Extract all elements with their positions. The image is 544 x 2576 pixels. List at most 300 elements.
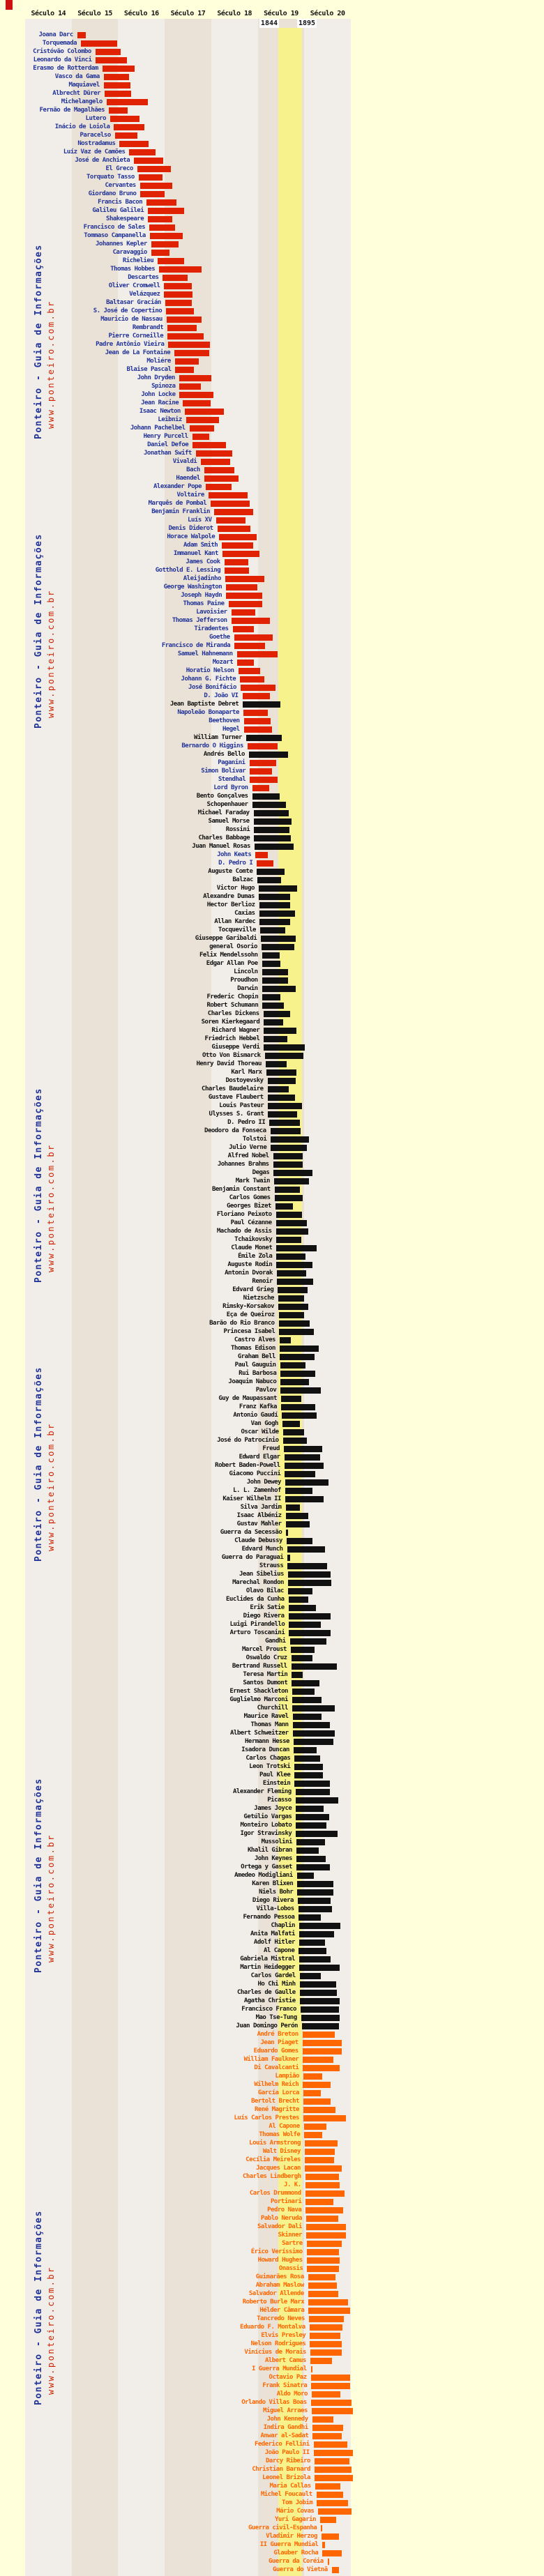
lifespan-bar [275, 1203, 293, 1210]
person-name: Pierre Corneille [108, 332, 164, 340]
person-name: Gandhi [265, 1637, 286, 1645]
person-name: Michel Foucault [260, 2490, 312, 2498]
lifespan-bar [299, 1948, 326, 1954]
lifespan-bar [283, 1438, 307, 1444]
lifespan-bar [175, 367, 193, 373]
lifespan-bar [312, 2391, 340, 2398]
lifespan-bar [179, 375, 211, 381]
person-name: Arturo Toscanini [229, 1629, 285, 1636]
lifespan-bar [290, 1638, 327, 1645]
lifespan-bar [285, 1471, 315, 1477]
person-name: Caxias [234, 909, 255, 917]
lifespan-bar [303, 2057, 333, 2063]
lifespan-bar [293, 1714, 322, 1720]
person-name: Friedrich Hebbel [204, 1035, 260, 1042]
person-name: Strauss [259, 1562, 284, 1569]
lifespan-bar [296, 1831, 337, 1837]
lifespan-bar [275, 1195, 303, 1201]
person-name: Émile Zola [238, 1252, 273, 1260]
lifespan-bar [185, 409, 224, 415]
person-name: Haendel [176, 474, 200, 482]
lifespan-bar [285, 1463, 324, 1469]
lifespan-bar [289, 1622, 321, 1628]
lifespan-bar [299, 1906, 332, 1912]
lifespan-bar [307, 2266, 339, 2272]
lifespan-bar [277, 1270, 306, 1276]
lifespan-bar [110, 116, 139, 122]
person-name: Alexander Fleming [233, 1788, 292, 1795]
lifespan-bar [314, 2441, 348, 2448]
person-name: Guerra do Paraguai [221, 1553, 284, 1561]
lifespan-bar [308, 2308, 350, 2314]
lifespan-bar [280, 1379, 309, 1385]
person-name: Vinícius de Morais [244, 2348, 306, 2356]
sidebar-url-vertical: www.ponteiro.com.br [46, 589, 56, 718]
person-name: Octavio Paz [269, 2373, 307, 2381]
lifespan-bar [303, 2065, 340, 2071]
lifespan-bar [276, 1245, 316, 1251]
sidebar-title-vertical: Ponteiro - Guia de Informações [33, 533, 44, 729]
lifespan-bar [252, 802, 286, 808]
lifespan-bar [192, 442, 225, 448]
person-name: Auguste Rodin [227, 1260, 273, 1268]
person-name: Galileu Galilei [92, 206, 144, 214]
person-name: Alexandre Dumas [203, 892, 255, 900]
lifespan-bar [151, 250, 169, 256]
lifespan-bar [296, 1864, 330, 1870]
person-name: Ho Chi Minh [257, 1980, 296, 1988]
lifespan-bar [167, 317, 202, 323]
lifespan-bar [299, 1939, 325, 1946]
person-name: Khalil Gibran [248, 1846, 292, 1854]
lifespan-bar [314, 2450, 354, 2456]
person-name: Villa-Lobos [256, 1905, 294, 1912]
lifespan-bar [273, 1153, 303, 1159]
person-name: James Cook [186, 558, 220, 565]
person-name: Denis Diderot [168, 524, 213, 532]
lifespan-bar [260, 927, 285, 933]
lifespan-bar [276, 1262, 312, 1268]
lifespan-bar [234, 634, 273, 641]
lifespan-bar [149, 224, 175, 231]
person-name: Jean de La Fontaine [105, 349, 171, 356]
lifespan-bar [296, 1789, 330, 1795]
person-name: Roberto Burle Marx [242, 2298, 305, 2306]
lifespan-bar [237, 651, 278, 657]
lifespan-bar [322, 2542, 325, 2548]
lifespan-bar [104, 82, 131, 89]
lifespan-bar [268, 1111, 297, 1118]
person-name: Frank Sinatra [262, 2381, 308, 2389]
lifespan-bar [209, 492, 248, 498]
lifespan-bar [163, 275, 188, 281]
lifespan-bar [287, 1546, 325, 1553]
lifespan-bar [286, 1504, 301, 1511]
lifespan-bar [279, 1329, 314, 1335]
person-name: John Dewey [246, 1478, 281, 1486]
lifespan-bar [273, 1170, 312, 1176]
lifespan-bar [243, 701, 280, 708]
person-name: Salvador Allende [248, 2289, 304, 2297]
lifespan-bar [315, 2458, 349, 2464]
person-name: Bertolt Brecht [251, 2097, 299, 2105]
person-name: Miguel Arraes [263, 2407, 308, 2414]
lifespan-bar [321, 2525, 322, 2531]
lifespan-bar [140, 183, 172, 189]
person-name: Gustave Flaubert [208, 1093, 264, 1101]
lifespan-bar [288, 1580, 331, 1586]
person-name: Rossini [225, 825, 250, 833]
person-name: Tommaso Campanella [84, 231, 146, 239]
lifespan-bar [254, 835, 291, 841]
lifespan-bar [276, 1228, 308, 1235]
person-name: Juan Manuel Rosas [192, 842, 250, 850]
person-name: Pavlov [255, 1386, 277, 1394]
person-name: Anwar al-Sadat [260, 2432, 309, 2439]
person-name: Fernão de Magalhães [39, 106, 105, 114]
lifespan-bar [297, 1889, 333, 1896]
person-name: Francisco Franco [241, 2005, 296, 2013]
person-name: Hegel [222, 725, 240, 733]
person-name: Gustav Mahler [236, 1520, 282, 1527]
person-name: Guglielmo Marconi [229, 1695, 288, 1703]
person-name: Lampião [275, 2072, 299, 2080]
person-name: Georges Bizet [226, 1202, 271, 1210]
person-name: Hermann Hesse [245, 1737, 289, 1745]
person-name: George Washington [163, 583, 222, 590]
lifespan-bar [96, 49, 121, 55]
lifespan-bar [318, 2508, 351, 2515]
person-name: Guerra da Secessão [220, 1528, 282, 1536]
person-name: Thomas Mann [250, 1721, 289, 1728]
lifespan-bar [303, 2082, 331, 2088]
lifespan-bar [276, 1253, 305, 1260]
lifespan-bar [328, 2559, 329, 2565]
lifespan-bar [192, 434, 209, 440]
lifespan-bar [322, 2550, 342, 2556]
lifespan-bar [232, 618, 270, 624]
lifespan-bar [241, 685, 275, 691]
person-name: Leonardo da Vinci [33, 56, 92, 63]
person-name: John Keynes [254, 1854, 292, 1862]
person-name: Francisco de Miranda [161, 641, 231, 649]
lifespan-bar [291, 1647, 315, 1653]
lifespan-bar [300, 1998, 340, 2004]
lifespan-bar [303, 2090, 321, 2096]
lifespan-bar [315, 2475, 353, 2481]
century-label: Século 16 [123, 10, 159, 17]
lifespan-bar [305, 2157, 334, 2163]
person-name: Claude Debussy [234, 1537, 282, 1544]
lifespan-bar [279, 1320, 310, 1327]
lifespan-bar [307, 2249, 340, 2255]
person-name: Henry David Thoreau [196, 1060, 262, 1067]
lifespan-bar [262, 969, 288, 975]
person-name: Goethe [209, 633, 230, 641]
lifespan-bar [280, 1354, 315, 1360]
lifespan-bar [281, 1404, 315, 1410]
person-name: Oswaldo Cruz [245, 1654, 287, 1661]
lifespan-bar [237, 660, 253, 666]
person-name: Shakespeare [106, 215, 144, 222]
person-name: Al Capone [269, 2122, 300, 2130]
lifespan-bar [140, 191, 165, 197]
person-name: Leonel Brizola [262, 2474, 310, 2481]
band-start-year-label: 1844 [260, 20, 278, 27]
lifespan-bar [301, 2015, 340, 2021]
person-name: Thomas Jefferson [172, 616, 227, 624]
person-name: Graham Bell [237, 1352, 275, 1360]
lifespan-bar [167, 333, 204, 340]
lifespan-bar [129, 149, 155, 155]
person-name: Barão do Rio Branco [209, 1319, 275, 1327]
person-name: Benjamin Franklin [151, 508, 210, 515]
lifespan-bar [262, 986, 296, 992]
lifespan-bar [293, 1730, 335, 1737]
person-name: Torquato Tasso [86, 173, 135, 181]
person-name: Aldo Moro [276, 2390, 308, 2398]
person-name: Picasso [267, 1796, 292, 1804]
lifespan-bar [268, 1086, 289, 1092]
person-name: Maurice Ravel [243, 1712, 289, 1720]
person-name: Einstein [262, 1779, 291, 1787]
person-name: Joseph Haydn [181, 591, 222, 599]
lifespan-bar [262, 961, 281, 967]
person-name: Tom Jobim [282, 2499, 313, 2506]
lifespan-bar [276, 1212, 302, 1218]
person-name: Marcel Proust [242, 1645, 287, 1653]
sidebar-url-vertical: www.ponteiro.com.br [46, 1143, 56, 1272]
lifespan-bar [232, 609, 255, 616]
lifespan-bar [211, 501, 249, 507]
lifespan-bar [119, 141, 149, 147]
lifespan-bar [262, 977, 288, 984]
sidebar-url-vertical: www.ponteiro.com.br [46, 300, 56, 429]
lifespan-bar [315, 2467, 352, 2473]
person-name: Federico Fellini [254, 2440, 310, 2448]
lifespan-bar [115, 132, 137, 139]
lifespan-bar [286, 1530, 288, 1536]
sidebar-title-vertical: Ponteiro - Guia de Informações [33, 1778, 44, 1973]
person-name: Robert Baden-Powell [215, 1461, 280, 1469]
century-label: Século 15 [77, 10, 112, 17]
lifespan-bar [261, 936, 296, 942]
lifespan-bar [81, 40, 117, 47]
person-name: Lincoln [234, 968, 258, 975]
lifespan-bar [266, 1061, 287, 1067]
lifespan-bar [146, 199, 176, 206]
century-label: Século 18 [217, 10, 252, 17]
lifespan-bar [278, 1287, 308, 1293]
century-label: Século 20 [310, 10, 345, 17]
person-name: Indira Gandhi [263, 2423, 308, 2431]
person-name: Auguste Comte [208, 867, 253, 875]
person-name: Degas [252, 1168, 270, 1176]
person-name: Tolstoi [242, 1135, 267, 1143]
lifespan-bar [148, 208, 184, 214]
lifespan-bar [275, 1187, 301, 1193]
lifespan-bar [190, 425, 214, 432]
lifespan-bar [281, 1396, 301, 1402]
lifespan-bar [299, 1923, 340, 1929]
lifespan-bar [303, 2073, 322, 2080]
person-name: Chaplin [271, 1921, 295, 1929]
person-name: Cervantes [105, 181, 136, 189]
century-label: Século 14 [31, 10, 66, 17]
person-name: Rimsky-Korsakov [222, 1302, 274, 1310]
person-name: Moliére [146, 357, 171, 365]
person-name: Deodoro da Fonseca [204, 1127, 266, 1134]
person-name: Joana Darc [38, 31, 73, 38]
person-name: Bernardo O Higgins [181, 742, 243, 749]
person-name: Christian Barnard [252, 2465, 310, 2473]
person-name: Fernando Pessoa [243, 1913, 295, 1921]
lifespan-bar [222, 542, 253, 549]
person-name: J. K. [284, 2181, 301, 2188]
person-name: Beethoven [209, 717, 240, 724]
person-name: Agatha Christie [243, 1997, 296, 2004]
person-name: Charles Dickens [207, 1009, 259, 1017]
person-name: Spinoza [151, 382, 176, 390]
person-name: Johann Pachelbel [130, 424, 186, 432]
sidebar-url-vertical: www.ponteiro.com.br [46, 2266, 56, 2395]
lifespan-bar [305, 2207, 343, 2213]
lifespan-bar [299, 1914, 320, 1921]
person-name: Karl Marx [231, 1068, 262, 1076]
lifespan-bar [139, 174, 163, 181]
lifespan-bar [239, 668, 260, 674]
person-name: Samuel Morse [208, 817, 250, 825]
person-name: Adam Smith [183, 541, 218, 549]
person-name: Felix Mendelssohn [199, 951, 258, 959]
lifespan-bar [289, 1630, 331, 1636]
person-name: Benjamin Constant [211, 1185, 271, 1193]
lifespan-bar [294, 1772, 323, 1778]
lifespan-bar [264, 1019, 283, 1026]
person-name: Walt Disney [262, 2147, 301, 2155]
ponteiro-logo-mark [6, 0, 13, 10]
lifespan-bar [279, 1312, 305, 1318]
person-name: Baltasar Gracián [106, 298, 161, 306]
person-name: Luíz Vaz de Camões [63, 148, 126, 155]
lifespan-bar [287, 1538, 312, 1544]
person-name: Sartre [282, 2239, 303, 2247]
person-name: Charles Babbage [198, 834, 250, 841]
lifespan-bar [305, 2190, 345, 2197]
person-name: Julio Verne [229, 1143, 267, 1151]
lifespan-bar [206, 484, 232, 490]
person-name: Proudhon [230, 976, 258, 984]
person-name: García Lorca [257, 2089, 299, 2096]
lifespan-bar [287, 1563, 327, 1569]
lifespan-bar [109, 107, 128, 114]
lifespan-bar [266, 1069, 296, 1076]
lifespan-bar [257, 869, 284, 875]
sidebar-title-vertical: Ponteiro - Guia de Informações [33, 1088, 44, 1283]
person-name: José de Anchieta [75, 156, 130, 164]
lifespan-bar [289, 1596, 309, 1603]
lifespan-bar [310, 2341, 341, 2347]
person-name: Maquiavel [68, 81, 100, 89]
person-name: Rui Barbosa [239, 1369, 277, 1377]
lifespan-bar [305, 2199, 333, 2205]
person-name: Thomas Paine [183, 600, 225, 607]
person-name: José Bonifácio [188, 683, 236, 691]
lifespan-bar [255, 852, 267, 858]
person-name: Tancredo Neves [257, 2315, 305, 2322]
person-name: Richelieu [122, 257, 154, 264]
person-name: Vasco da Gama [54, 73, 100, 80]
person-name: Bertrand Russell [232, 1662, 287, 1670]
lifespan-bar [294, 1781, 330, 1787]
person-name: Oscar Wilde [241, 1428, 279, 1435]
lifespan-bar [292, 1655, 312, 1661]
lifespan-bar [254, 827, 289, 833]
lifespan-bar [289, 1613, 331, 1619]
lifespan-bar [310, 2324, 342, 2331]
lifespan-bar [268, 1095, 295, 1101]
lifespan-bar [254, 810, 289, 816]
person-name: Claude Monet [231, 1244, 273, 1251]
lifespan-bar [303, 2032, 335, 2038]
lifespan-bar [264, 1036, 287, 1042]
person-name: Amedeo Modigliani [234, 1871, 293, 1879]
lifespan-bar [226, 584, 257, 590]
person-name: Nelson Rodrigues [250, 2340, 306, 2347]
person-name: Jean Baptiste Debret [169, 700, 239, 708]
lifespan-bar [317, 2500, 348, 2506]
lifespan-bar [296, 1847, 319, 1854]
lifespan-bar [294, 1755, 320, 1762]
lifespan-bar [276, 1237, 301, 1243]
person-name: Skinner [278, 2231, 302, 2239]
person-name: Edgar Allan Poe [206, 959, 258, 967]
person-name: Simon Bolívar [201, 767, 246, 775]
person-name: Floriano Peixoto [216, 1210, 272, 1218]
lifespan-bar [286, 1521, 310, 1527]
person-name: Alexander Pope [153, 482, 202, 490]
lifespan-bar [312, 2408, 353, 2414]
lifespan-bar [303, 2115, 346, 2121]
person-name: Immanuel Kant [173, 549, 218, 557]
person-name: Orlando Villas Boas [241, 2398, 307, 2406]
person-name: Padre Antônio Vieira [96, 340, 165, 348]
person-name: Paracelso [80, 131, 111, 139]
person-name: Luís XV [188, 516, 212, 524]
lifespan-bar [225, 559, 248, 565]
lifespan-bar [311, 2383, 349, 2389]
person-name: Giacomo Puccini [229, 1470, 281, 1477]
person-name: Jean Racine [141, 399, 179, 406]
person-name: Tiradentes [194, 625, 229, 632]
lifespan-bar [282, 1412, 316, 1419]
person-name: Mauricio de Nassau [100, 315, 163, 323]
lifespan-bar [303, 2098, 331, 2105]
person-name: Erik Satie [250, 1603, 285, 1611]
person-name: Descartes [128, 273, 159, 281]
sidebar-title-vertical: Ponteiro - Guia de Informações [33, 244, 44, 439]
lifespan-bar [204, 475, 239, 482]
lifespan-bar [96, 57, 127, 63]
lifespan-bar [294, 1747, 317, 1753]
lifespan-bar [305, 2149, 335, 2155]
person-name: Isaac Albéniz [236, 1511, 282, 1519]
person-name: Tchaikovsky [234, 1235, 273, 1243]
person-name: James Joyce [254, 1804, 292, 1812]
lifespan-bar [262, 994, 280, 1000]
person-name: Rembrandt [132, 323, 164, 331]
person-name: Francis Bacon [98, 198, 143, 206]
